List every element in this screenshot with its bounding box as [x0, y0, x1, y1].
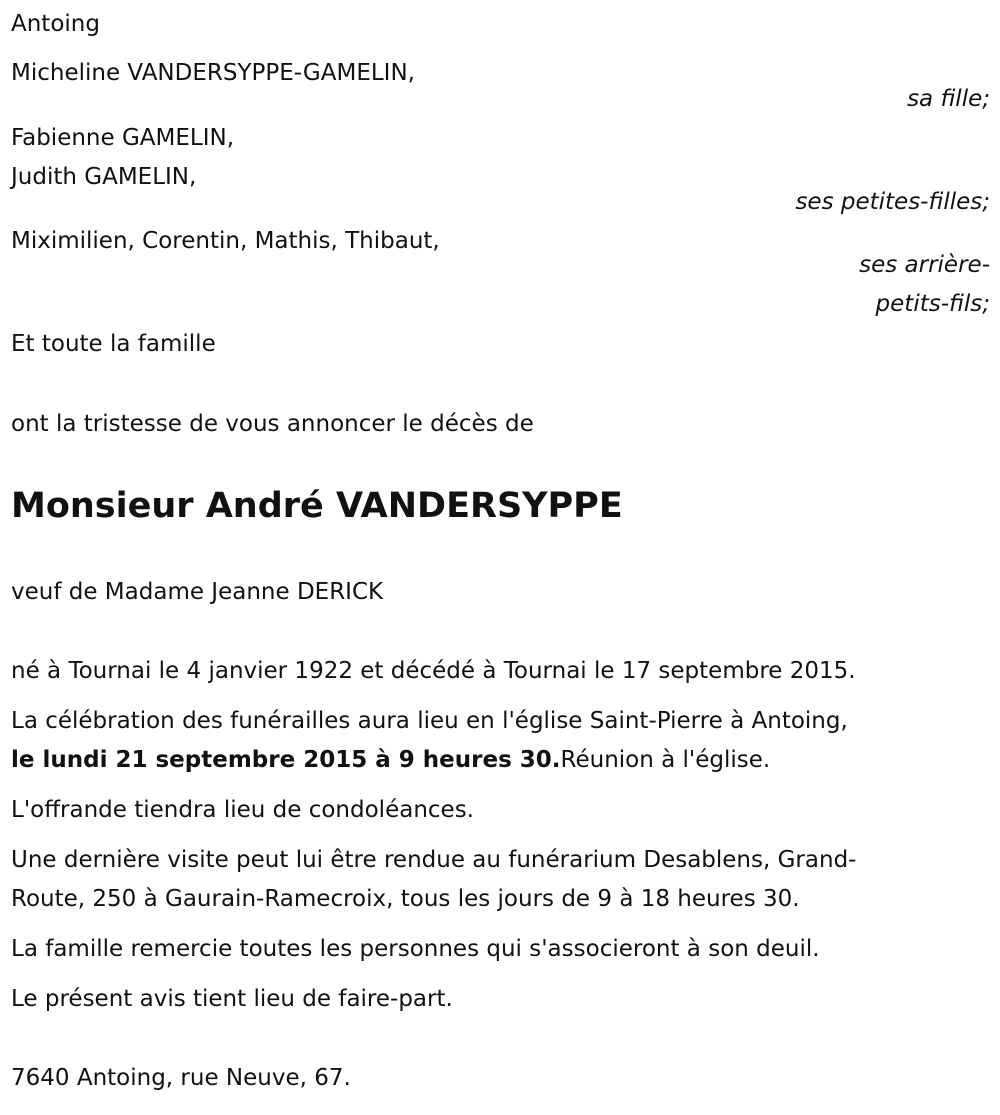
relation-great-grandsons-line2: petits-fils; [875, 291, 990, 317]
visit-line2: Route, 250 à Gaurain-Ramecroix, tous les jours de 9 à 18 heures 30. [11, 886, 800, 912]
family-granddaughter-2: Judith GAMELIN, [11, 164, 197, 190]
relation-granddaughters: ses petites-filles; [795, 189, 990, 215]
visit-paragraph [11, 841, 991, 919]
birth-death: né à Tournai le 4 janvier 1922 et décédé à Tournai le 17 septembre 2015. [11, 658, 856, 684]
relation-daughter: sa fille; [907, 86, 990, 112]
family-whole: Et toute la famille [11, 331, 216, 357]
family-great-grandsons: Miximilien, Corentin, Mathis, Thibaut, [11, 228, 440, 254]
family-granddaughter-1: Fabienne GAMELIN, [11, 125, 235, 151]
funeral-paragraph [11, 702, 991, 780]
location-heading: Antoing [11, 11, 100, 37]
family-daughter: Micheline VANDERSYPPE-GAMELIN, [11, 60, 415, 86]
funeral-datetime: le lundi 21 septembre 2015 à 9 heures 30. [11, 747, 561, 773]
widower-of: veuf de Madame Jeanne DERICK [11, 579, 384, 605]
address-text: 7640 Antoing, rue Neuve, 67. [11, 1065, 351, 1091]
visit-line1: Une dernière visite peut lui être rendue au funérarium Desablens, Grand- [11, 847, 857, 873]
deceased-name: Monsieur André VANDERSYPPE [11, 486, 623, 526]
notice-text: Le présent avis tient lieu de faire-part. [11, 986, 453, 1012]
offering-text: L'offrande tiendra lieu de condoléances. [11, 797, 474, 823]
funeral-intro: La célébration des funérailles aura lieu en l'église Saint-Pierre à Antoing, [11, 708, 848, 734]
funeral-meeting: Réunion à l'église. [560, 747, 771, 773]
thanks-text: La famille remercie toutes les personnes qui s'associeront à son deuil. [11, 936, 820, 962]
announcement-text: ont la tristesse de vous annoncer le décès de [11, 411, 534, 437]
relation-great-grandsons-line1: ses arrière- [859, 252, 990, 278]
